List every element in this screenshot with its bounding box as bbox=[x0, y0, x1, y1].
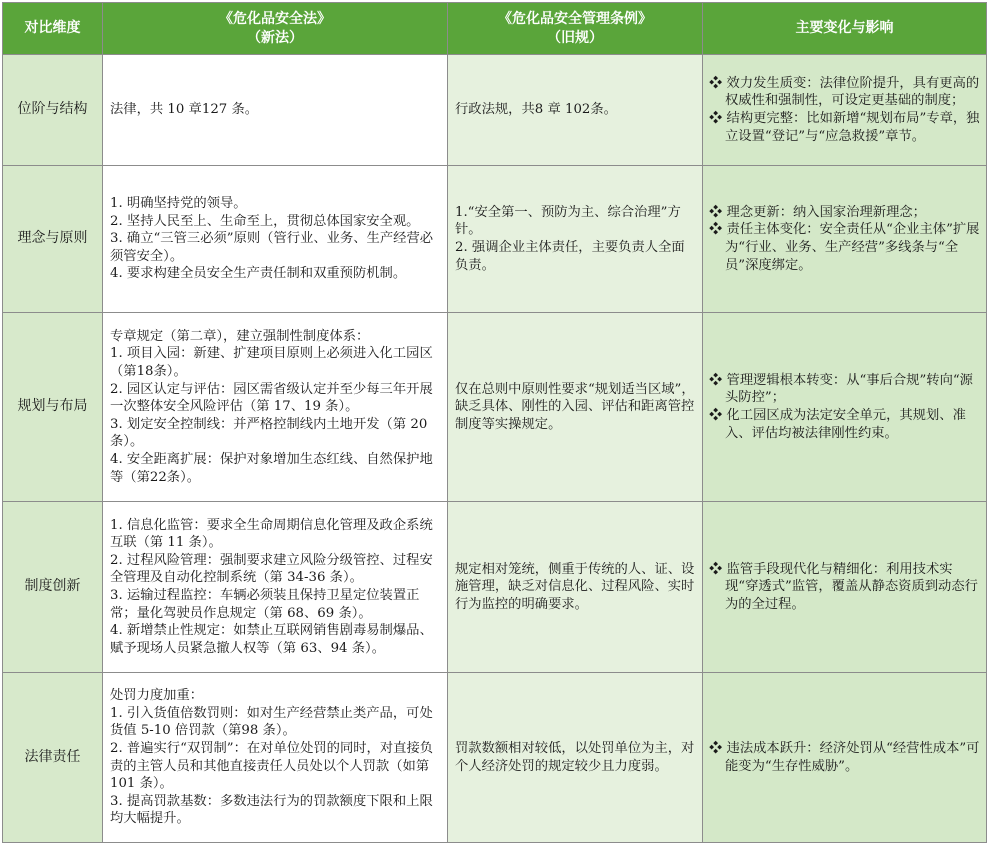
header-impact: 主要变化与影响 bbox=[703, 3, 987, 55]
row-dimension: 法律责任 bbox=[3, 673, 103, 843]
header-new-law-title: 《危化品安全法》 bbox=[219, 10, 331, 27]
header-old-reg bbox=[448, 3, 703, 55]
table-row bbox=[3, 55, 987, 166]
cell-line: 处罚力度加重： bbox=[110, 688, 204, 704]
table-row bbox=[3, 313, 987, 502]
header-dimension: 对比维度 bbox=[3, 3, 103, 55]
row-impact-cell bbox=[703, 55, 987, 166]
table-row bbox=[3, 502, 987, 673]
header-new-law-sub: （新法） bbox=[247, 29, 303, 46]
impact-item: ❖ 效力发生质变：法律位阶提升，具有更高的权威性和强制性，可设定更基础的制度； bbox=[709, 75, 980, 109]
cell-line: 3. 划定安全控制线：并严格控制线内土地开发（第 20条）。 bbox=[110, 416, 428, 450]
cell-line: 3. 运输过程监控：车辆必须装且保持卫星定位装置正常；量化驾驶员作息规定（第 68、69 条）。 bbox=[110, 588, 420, 621]
cell-line: 2. 园区认定与评估：园区需省级认定并至少每三年开展一次整体安全风险评估（第 17、19 条）。 bbox=[110, 381, 433, 415]
cell-line: 2. 普遍实行“双罚制”：在对单位处罚的同时，对直接负责的主管人员和其他直接责任人员处以个人罚款（如第 101 条）。 bbox=[110, 740, 434, 792]
row-dimension: 理念与原则 bbox=[3, 166, 103, 313]
row-impact-cell bbox=[703, 502, 987, 673]
cell-line: 仅在总则中原则性要求“规划适当区域”，缺乏具体、刚性的入园、评估和距离管控制度等实操规定。 bbox=[455, 381, 695, 432]
impact-item: ❖ 监管手段现代化与精细化：利用技术实现“穿透式”监管，覆盖从静态资质到动态行为的全过程。 bbox=[709, 561, 978, 612]
cell-line: 2. 过程风险管理：强制要求建立风险分级管控、过程安全管理及自动化控制系统（第 34-36 条）。 bbox=[110, 552, 433, 586]
row-dimension: 制度创新 bbox=[3, 502, 103, 673]
row-dimension: 规划与布局 bbox=[3, 313, 103, 502]
cell-line: 3. 确立“三管三必须”原则（管行业、业务、生产经营必须管安全）。 bbox=[110, 231, 434, 264]
cell-line: 4. 要求构建全员安全生产责任制和双重预防机制。 bbox=[110, 266, 407, 282]
row-old-reg-cell bbox=[448, 166, 703, 313]
cell-line: 2. 强调企业主体责任，主要负责人全面负责。 bbox=[455, 240, 685, 273]
impact-item: ❖ 结构更完整：比如新增“规划布局”专章，独立设置“登记”与“应急救援”章节。 bbox=[709, 111, 980, 144]
row-old-reg-cell bbox=[448, 55, 703, 166]
comparison-table bbox=[2, 2, 987, 843]
row-new-law-cell bbox=[103, 673, 448, 843]
row-dimension: 位阶与结构 bbox=[3, 55, 103, 166]
cell-line: 规定相对笼统，侧重于传统的人、证、设施管理，缺乏对信息化、过程风险、实时行为监控的明确要求。 bbox=[455, 561, 695, 612]
header-row bbox=[3, 3, 987, 55]
cell-line: 专章规定（第二章），建立强制性制度体系： bbox=[110, 328, 370, 344]
header-old-reg-title: 《危化品安全管理条例》 bbox=[498, 10, 652, 27]
row-old-reg-cell bbox=[448, 673, 703, 843]
header-old-reg-sub: （旧规） bbox=[547, 29, 603, 46]
cell-line: 1. 引入货值倍数罚则：如对生产经营禁止类产品，可处货值 5-10 倍罚款（第98 条）。 bbox=[110, 705, 433, 739]
row-impact-cell bbox=[703, 673, 987, 843]
row-new-law-cell bbox=[103, 55, 448, 166]
row-impact-cell bbox=[703, 166, 987, 313]
row-impact-cell bbox=[703, 313, 987, 502]
cell-line: 2. 坚持人民至上、生命至上，贯彻总体国家安全观。 bbox=[110, 213, 420, 229]
header-new-law bbox=[103, 3, 448, 55]
cell-line: 1. 项目入园：新建、扩建项目原则上必须进入化工园区（第18条）。 bbox=[110, 346, 433, 380]
cell-line: 3. 提高罚款基数：多数违法行为的罚款额度下限和上限均大幅提升。 bbox=[110, 793, 433, 827]
cell-line: 4. 安全距离扩展：保护对象增加生态红线、自然保护地等（第22条）。 bbox=[110, 451, 433, 485]
impact-item: ❖ 违法成本跃升：经济处罚从“经营性成本”可能变为“生存性威胁”。 bbox=[709, 740, 980, 774]
cell-line: 行政法规，共8 章 102条。 bbox=[455, 102, 617, 118]
cell-line: 1. 明确坚持党的领导。 bbox=[110, 196, 247, 212]
cell-line: 1. 信息化监管：要求全生命周期信息化管理及政企系统互联（第 11 条）。 bbox=[110, 517, 433, 551]
impact-item: ❖ 化工园区成为法定安全单元，其规划、准入、评估均被法律刚性约束。 bbox=[709, 408, 966, 441]
impact-item: ❖ 责任主体变化：安全责任从“企业主体”扩展为“行业、业务、生产经营”多线条与“全员”深度绑定。 bbox=[709, 222, 980, 273]
row-new-law-cell bbox=[103, 502, 448, 673]
cell-line: 4. 新增禁止性规定：如禁止互联网销售剧毒易制爆品、赋予现场人员紧急撤人权等（第 63、94 条）。 bbox=[110, 623, 433, 656]
row-new-law-cell bbox=[103, 313, 448, 502]
impact-item: ❖ 管理逻辑根本转变：从“事后合规”转向“源头防控”； bbox=[709, 372, 973, 406]
table-row bbox=[3, 673, 987, 843]
cell-line: 1.“安全第一、预防为主、综合治理”方针。 bbox=[455, 204, 681, 238]
impact-item: ❖ 理念更新：纳入国家治理新理念； bbox=[709, 204, 926, 220]
row-old-reg-cell bbox=[448, 502, 703, 673]
row-old-reg-cell bbox=[448, 313, 703, 502]
cell-line: 罚款数额相对较低，以处罚单位为主，对个人经济处罚的规定较少且力度弱。 bbox=[455, 740, 695, 774]
table-row bbox=[3, 166, 987, 313]
cell-line: 法律，共 10 章127 条。 bbox=[110, 102, 259, 118]
row-new-law-cell bbox=[103, 166, 448, 313]
